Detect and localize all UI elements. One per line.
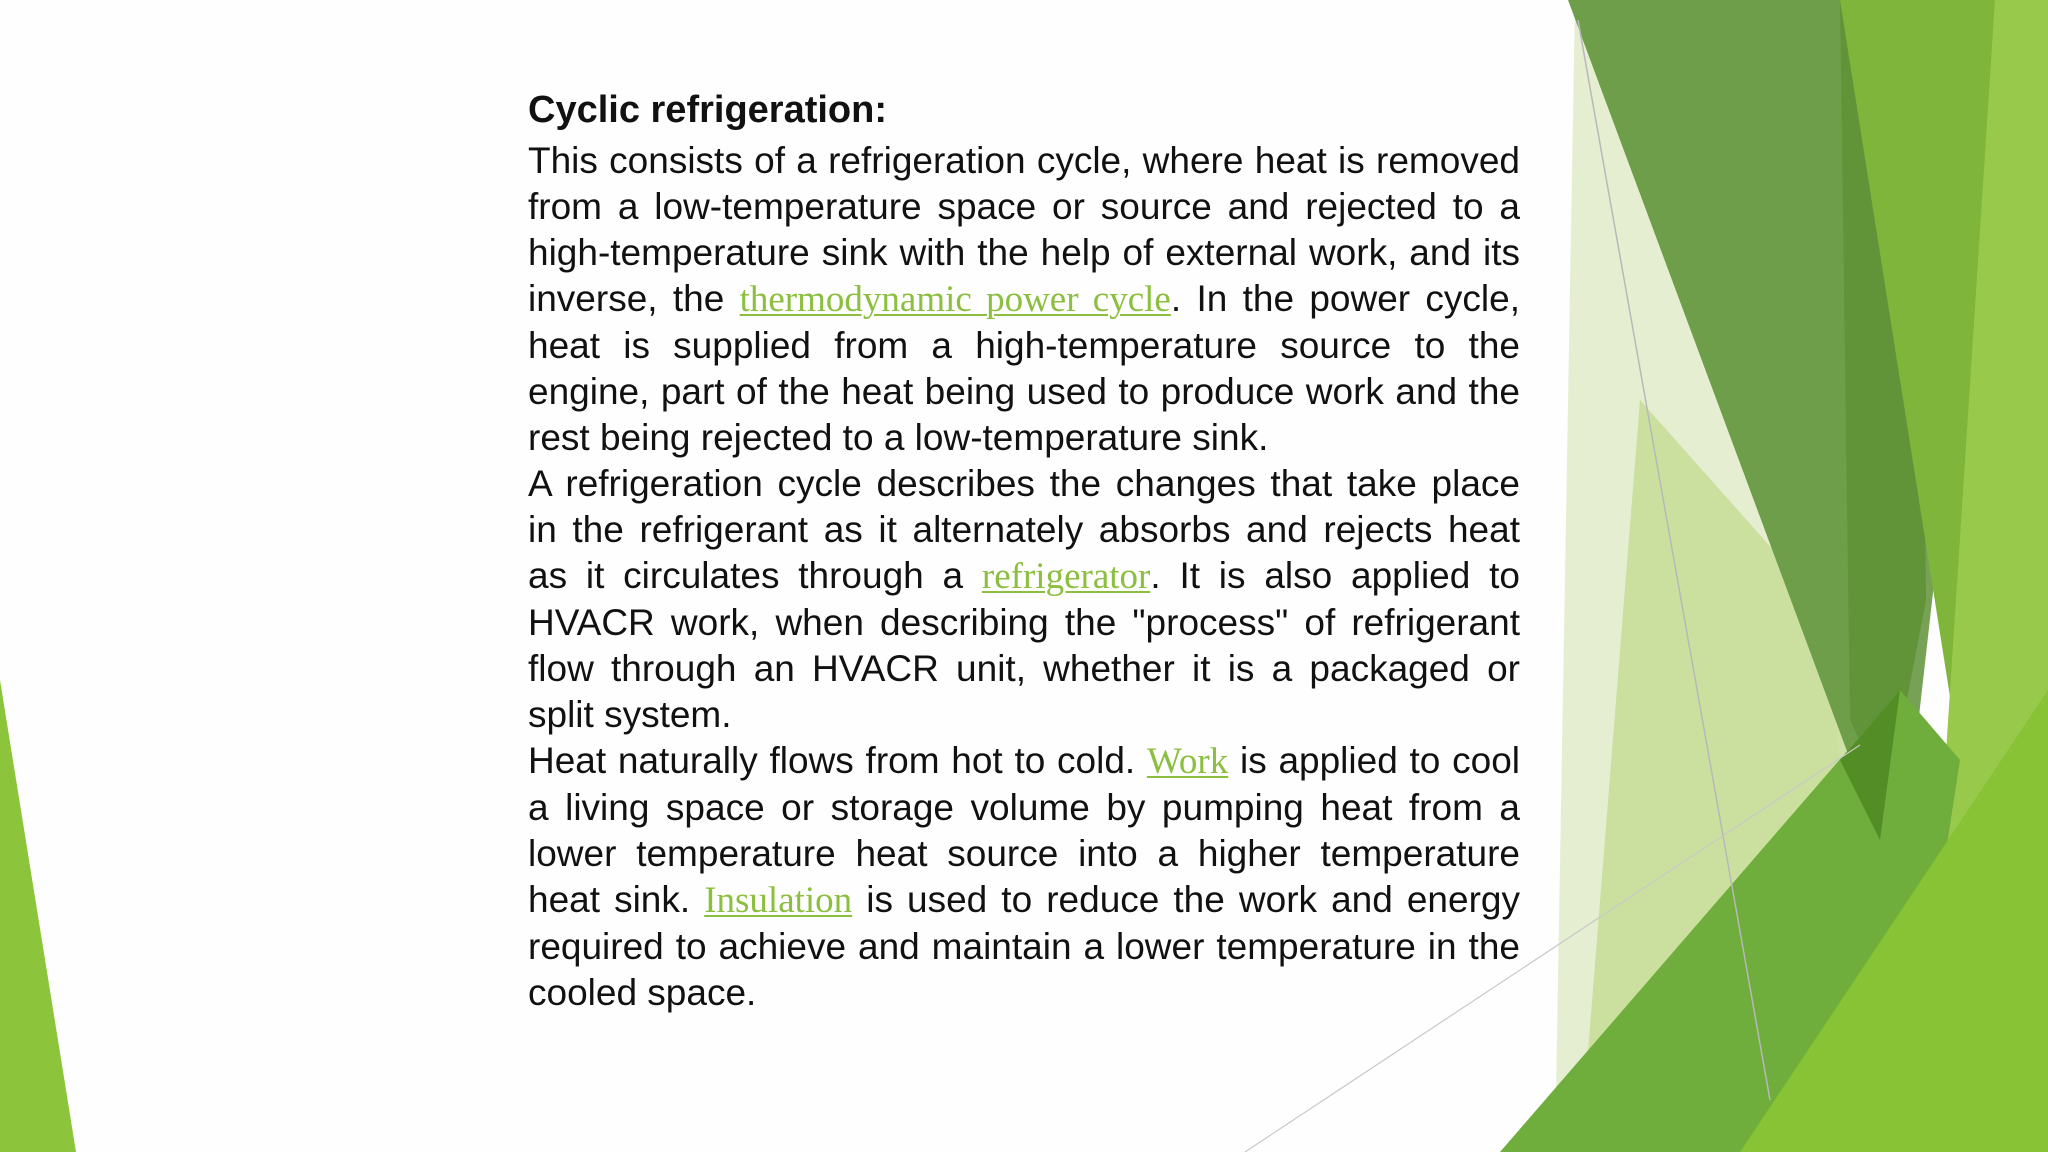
- paragraph-text: is applied to cool a living space or storage volume by pumping heat from a lower temperature heat source into a higher temperature heat sink.: [528, 740, 1520, 920]
- inline-link[interactable]: thermodynamic power cycle: [739, 279, 1171, 320]
- paragraph: [528, 738, 1520, 1016]
- inline-link[interactable]: Insulation: [704, 880, 853, 921]
- inline-link[interactable]: refrigerator: [981, 556, 1151, 597]
- paragraph-text: is used to reduce the work and energy required to achieve and maintain a lower temperature in the cooled space.: [528, 879, 1520, 1013]
- inline-link[interactable]: Work: [1146, 741, 1229, 782]
- paragraph: [528, 461, 1520, 738]
- paragraph-text: Heat naturally flows from hot to cold.: [528, 740, 1147, 781]
- left-green-sliver: [0, 680, 76, 1152]
- paragraph-text: . It is also applied to HVACR work, when describing the "process" of refrigerant flow through an HVACR unit, whether it is a packaged or split system.: [528, 555, 1520, 735]
- slide-content: [528, 84, 1520, 1016]
- paragraph-text: . In the power cycle, heat is supplied from a high-temperature source to the engine, part of the heat being used to produce work and the rest being rejected to a low-temperature sink.: [528, 278, 1520, 458]
- paragraph-text: This consists of a refrigeration cycle, where heat is removed from a low-temperature space or source and rejected to a high-temperature sink with the help of external work, and its inverse, the: [528, 140, 1520, 319]
- paragraph-text: A refrigeration cycle describes the changes that take place in the refrigerant as it alternately absorbs and rejects heat as it circulates through a: [528, 463, 1520, 596]
- slide-heading: Cyclic refrigeration:: [528, 89, 887, 131]
- paragraph: [528, 138, 1520, 461]
- body-text: [528, 138, 1520, 1016]
